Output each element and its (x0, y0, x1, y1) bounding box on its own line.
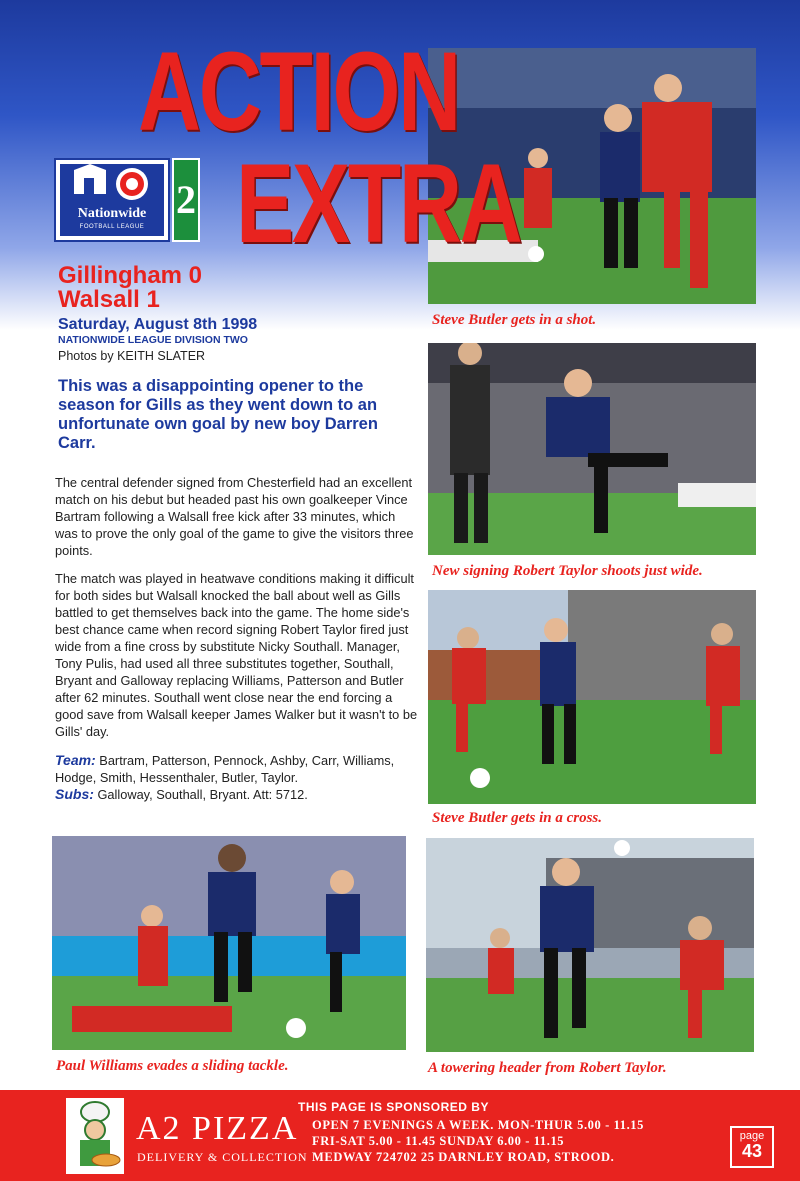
article-para2: The match was played in heatwave conditions making it difficult for both sides but Walsall knocked the ball about well as Gills battled to get themselves back into the game. The home side's best chance came when record signing Robert Taylor fired just wide from a fine cross by substitute Nicky Southall. Manager, Tony Pulis, had used all three substitutes together, Southall, Bryant and Galloway replacing Williams, Patterson and Butler after 62 minutes. Southall went close near the end forcing a good save from Walsall keeper James Walker but it wasn't to be Gills' day. (55, 571, 418, 739)
caption-photo2: New signing Robert Taylor shoots just wide. (432, 563, 703, 579)
chef-icon (66, 1098, 124, 1174)
sponsor-tagline: DELIVERY & COLLECTION (137, 1150, 308, 1164)
subs-list: Galloway, Southall, Bryant. Att: 5712. (97, 787, 308, 802)
photographer: KEITH SLATER (117, 349, 206, 363)
nationwide-logo (54, 158, 170, 242)
house-icon (60, 164, 164, 208)
sponsor-address: MEDWAY 724702 25 DARNLEY ROAD, STROOD. (312, 1150, 615, 1164)
page-label: page (739, 1130, 765, 1142)
caption-photo1: Steve Butler gets in a shot. (432, 312, 597, 328)
page-number-badge (730, 1126, 774, 1168)
competition: NATIONWIDE LEAGUE DIVISION TWO (58, 334, 248, 346)
article-intro: This was a disappointing opener to the season for Gills as they went down to an unfortunate own goal by new boy Darren Carr. (58, 377, 378, 452)
sponsor-hours-1: OPEN 7 EVENINGS A WEEK. MON-THUR 5.00 - 11.15 (312, 1118, 645, 1132)
title-action: ACTION (138, 29, 459, 154)
title-extra: EXTRA (236, 141, 521, 266)
caption-photo5: A towering header from Robert Taylor. (428, 1060, 667, 1076)
caption-photo3: Steve Butler gets in a cross. (432, 810, 603, 826)
match-date: Saturday, August 8th 1998 (58, 316, 258, 333)
photo-taylor-header (426, 838, 754, 1052)
team-list: Bartram, Patterson, Pennock, Ashby, Carr, Williams, Hodge, Smith, Hessenthaler, Butler, Taylor. (55, 753, 395, 785)
page-number: 43 (741, 1141, 763, 1161)
sponsor-heading: THIS PAGE IS SPONSORED BY (298, 1100, 489, 1114)
logo-sub: FOOTBALL LEAGUE (79, 224, 145, 230)
photo-credit (58, 349, 205, 363)
photo-butler-cross (428, 590, 756, 804)
photo-taylor-shoots (428, 343, 756, 555)
photo-williams-evades (52, 836, 406, 1050)
logo-word: Nationwide (77, 206, 147, 221)
sponsor-hours-2: FRI-SAT 5.00 - 11.45 SUNDAY 6.00 - 11.15 (312, 1134, 565, 1148)
sponsor-name: A2 PIZZA (136, 1110, 299, 1147)
subs-label: Subs: (55, 786, 94, 802)
team-label: Team: (55, 752, 96, 768)
caption-photo4: Paul Williams evades a sliding tackle. (56, 1058, 289, 1074)
home-score: Gillingham 0 (58, 262, 203, 289)
chef-logo (66, 1098, 124, 1174)
division-badge: 2 (172, 158, 200, 242)
away-score: Walsall 1 (58, 286, 160, 313)
sponsor-banner (0, 1090, 800, 1181)
lineup (55, 752, 420, 803)
article-para1: The central defender signed from Chesterfield had an excellent match on his debut but headed past his own goalkeeper Vince Bartram following a Walsall free kick after 33 minutes, which was to prove the only goal of the game to give the visitors three points. (55, 475, 414, 558)
photo-credit-label: Photos by (58, 349, 114, 363)
